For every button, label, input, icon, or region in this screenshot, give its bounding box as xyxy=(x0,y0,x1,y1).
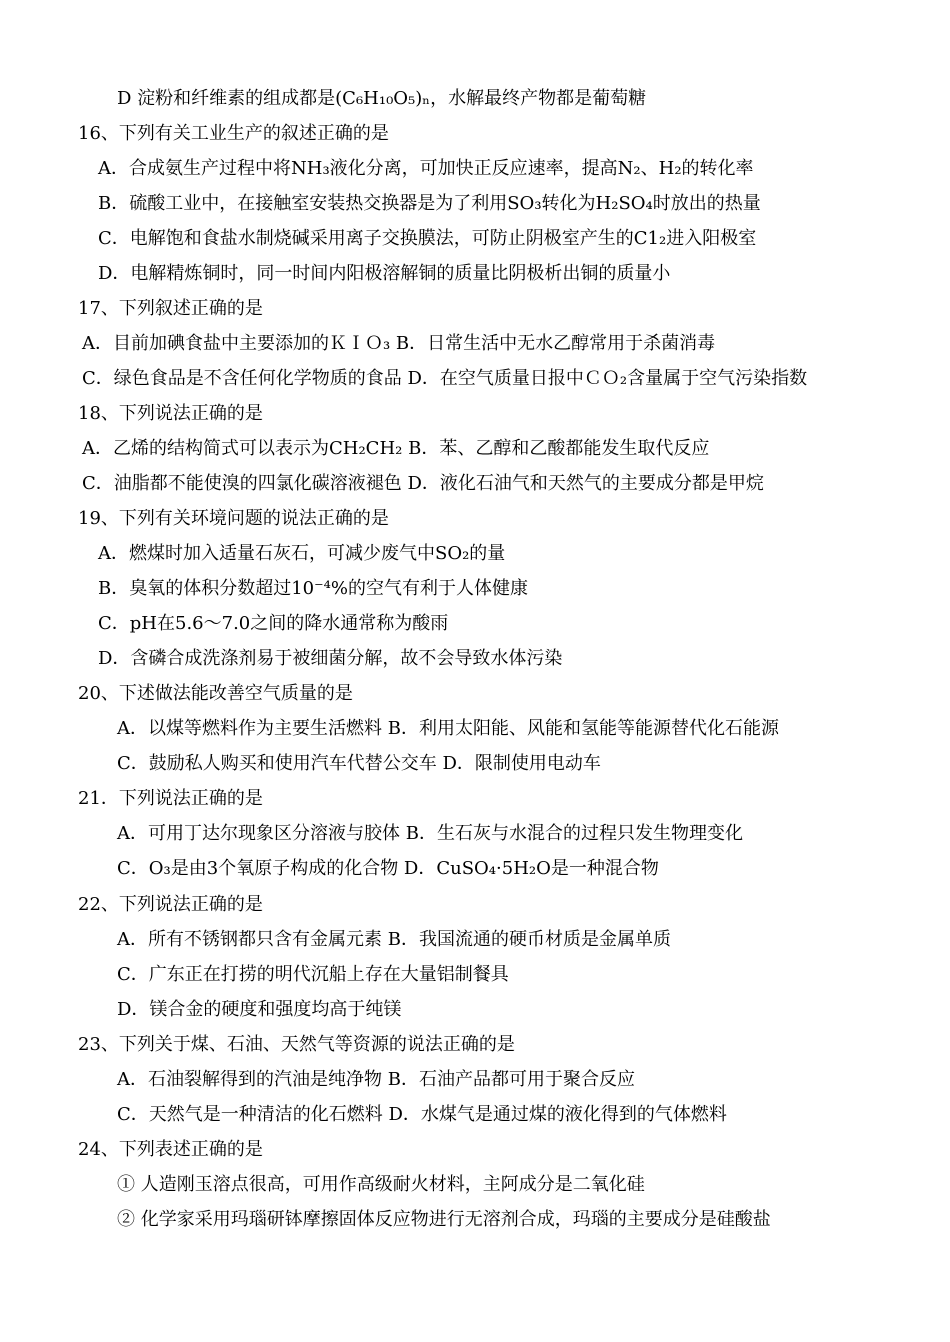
q17-stem: 17、下列叙述正确的是 xyxy=(78,298,263,319)
q17-options-ab: A．目前加碘食盐中主要添加的ＫＩＯ₃ B．日常生活中无水乙醇常用于杀菌消毒 xyxy=(82,333,716,354)
q24-statement-2: ② 化学家采用玛瑙研钵摩擦固体反应物进行无溶剂合成，玛瑙的主要成分是硅酸盐 xyxy=(117,1209,771,1230)
q23-stem: 23、下列关于煤、石油、天然气等资源的说法正确的是 xyxy=(78,1034,515,1055)
q19-option-d: D．含磷合成洗涤剂易于被细菌分解，故不会导致水体污染 xyxy=(98,648,563,669)
q19-option-c: C．pH在5.6～7.0之间的降水通常称为酸雨 xyxy=(98,613,449,634)
q20-stem: 20、下述做法能改善空气质量的是 xyxy=(78,683,353,704)
q16-option-b: B．硫酸工业中，在接触室安装热交换器是为了利用SO₃转化为H₂SO₄时放出的热量 xyxy=(98,193,761,214)
q16-stem: 16、下列有关工业生产的叙述正确的是 xyxy=(78,123,389,144)
q24-statement-1: ① 人造刚玉溶点很高，可用作高级耐火材料，主阿成分是二氧化硅 xyxy=(117,1174,645,1195)
q22-option-c: C．广东正在打捞的明代沉船上存在大量铝制餐具 xyxy=(117,964,509,985)
q15-option-d: D 淀粉和纤维素的组成都是(C₆H₁₀O₅)ₙ，水解最终产物都是葡萄糖 xyxy=(117,88,647,109)
q17-options-cd: C．绿色食品是不含任何化学物质的食品 D．在空气质量日报中ＣＯ₂含量属于空气污染指数 xyxy=(82,368,808,389)
q20-options-ab: A．以煤等燃料作为主要生活燃料 B．利用太阳能、风能和氢能等能源替代化石能源 xyxy=(117,718,779,739)
q19-option-a: A．燃煤时加入适量石灰石，可减少废气中SO₂的量 xyxy=(98,543,506,564)
q19-option-b: B．臭氧的体积分数超过10⁻⁴%的空气有利于人体健康 xyxy=(98,578,528,599)
q23-options-ab: A．石油裂解得到的汽油是纯净物 B．石油产品都可用于聚合反应 xyxy=(117,1069,635,1090)
q24-stem: 24、下列表述正确的是 xyxy=(78,1139,263,1160)
q18-options-cd: C．油脂都不能使溴的四氯化碳溶液褪色 D．液化石油气和天然气的主要成分都是甲烷 xyxy=(82,473,764,494)
q16-option-d: D．电解精炼铜时，同一时间内阳极溶解铜的质量比阴极析出铜的质量小 xyxy=(98,263,671,284)
q18-options-ab: A．乙烯的结构简式可以表示为CH₂CH₂ B．苯、乙醇和乙酸都能发生取代反应 xyxy=(82,438,710,459)
q22-option-d: D．镁合金的硬度和强度均高于纯镁 xyxy=(117,999,402,1020)
q21-options-cd: C．O₃是由3个氧原子构成的化合物 D．CuSO₄·5H₂O是一种混合物 xyxy=(117,858,659,879)
q16-option-c: C．电解饱和食盐水制烧碱采用离子交换膜法，可防止阴极室产生的C1₂进入阳极室 xyxy=(98,228,757,249)
q22-options-ab: A．所有不锈钢都只含有金属元素 B．我国流通的硬币材质是金属单质 xyxy=(117,929,671,950)
q19-stem: 19、下列有关环境问题的说法正确的是 xyxy=(78,508,389,529)
q22-stem: 22、下列说法正确的是 xyxy=(78,894,263,915)
q23-options-cd: C．天然气是一种清洁的化石燃料 D．水煤气是通过煤的液化得到的气体燃料 xyxy=(117,1104,727,1125)
q21-options-ab: A．可用丁达尔现象区分溶液与胶体 B．生石灰与水混合的过程只发生物理变化 xyxy=(117,823,743,844)
q18-stem: 18、下列说法正确的是 xyxy=(78,403,263,424)
q20-options-cd: C．鼓励私人购买和使用汽车代替公交车 D．限制使用电动车 xyxy=(117,753,601,774)
q21-stem: 21．下列说法正确的是 xyxy=(78,788,263,809)
q16-option-a: A．合成氨生产过程中将NH₃液化分离，可加快正反应速率，提高N₂、H₂的转化率 xyxy=(98,158,754,179)
